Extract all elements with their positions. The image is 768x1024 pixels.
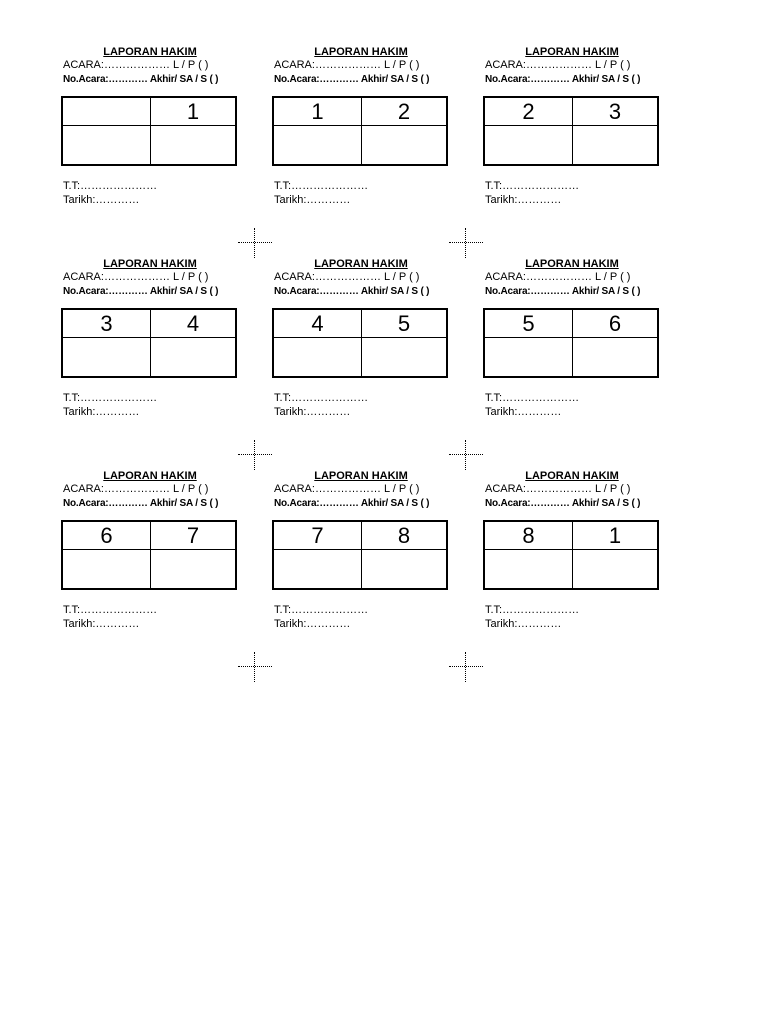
cell-left-number xyxy=(63,310,151,338)
crop-mark xyxy=(238,228,272,258)
left-number: 1 xyxy=(311,99,324,124)
right-number: 1 xyxy=(608,523,622,548)
crop-mark xyxy=(238,440,272,470)
right-number: 3 xyxy=(608,99,622,124)
crop-mark xyxy=(449,440,483,470)
no-acara-line: No.Acara:………… Akhir/ SA / S ( ) xyxy=(63,286,219,297)
form-title: LAPORAN HAKIM xyxy=(314,470,408,482)
score-grid xyxy=(483,520,659,590)
cell-left-number xyxy=(485,98,573,126)
tarikh-line: Tarikh:………… xyxy=(63,406,140,418)
left-number: 8 xyxy=(522,523,535,548)
score-grid xyxy=(61,520,237,590)
tt-line: T.T:………………… xyxy=(63,180,158,192)
cell-left-blank xyxy=(63,338,151,376)
no-acara-line: No.Acara:………… Akhir/ SA / S ( ) xyxy=(63,74,219,85)
cell-right-number xyxy=(573,310,657,338)
cell-right-number xyxy=(573,98,657,126)
cell-right-number xyxy=(362,310,446,338)
cell-left-blank xyxy=(274,338,362,376)
acara-line: ACARA:……………… L / P ( ) xyxy=(485,271,631,283)
cell-right-blank xyxy=(362,338,446,376)
cell-right-blank xyxy=(573,338,657,376)
cell-left-blank xyxy=(274,126,362,164)
cell-left-blank xyxy=(63,126,151,164)
crop-mark xyxy=(238,652,272,682)
no-acara-line: No.Acara:………… Akhir/ SA / S ( ) xyxy=(274,498,430,509)
right-number: 5 xyxy=(397,311,411,336)
right-number: 8 xyxy=(397,523,411,548)
cell-right-number xyxy=(362,98,446,126)
cell-right-blank xyxy=(151,338,235,376)
cell-right-number xyxy=(151,98,235,126)
form-title: LAPORAN HAKIM xyxy=(103,470,197,482)
cell-left-number xyxy=(63,98,151,126)
cell-left-number xyxy=(274,310,362,338)
left-number: 7 xyxy=(311,523,324,548)
cell-right-number xyxy=(362,522,446,550)
cell-left-number xyxy=(274,522,362,550)
crop-mark xyxy=(449,228,483,258)
right-number: 6 xyxy=(608,311,622,336)
tt-line: T.T:………………… xyxy=(63,392,158,404)
tarikh-line: Tarikh:………… xyxy=(63,194,140,206)
score-grid xyxy=(272,308,448,378)
tarikh-line: Tarikh:………… xyxy=(485,618,562,630)
tt-line: T.T:………………… xyxy=(485,392,580,404)
cell-left-blank xyxy=(485,550,573,588)
tarikh-line: Tarikh:………… xyxy=(485,194,562,206)
cell-left-number xyxy=(485,522,573,550)
tarikh-line: Tarikh:………… xyxy=(63,618,140,630)
cell-left-blank xyxy=(63,550,151,588)
tt-line: T.T:………………… xyxy=(485,604,580,616)
acara-line: ACARA:……………… L / P ( ) xyxy=(485,483,631,495)
tt-line: T.T:………………… xyxy=(274,392,369,404)
acara-line: ACARA:……………… L / P ( ) xyxy=(274,59,420,71)
no-acara-line: No.Acara:………… Akhir/ SA / S ( ) xyxy=(274,286,430,297)
cell-right-blank xyxy=(573,550,657,588)
tarikh-line: Tarikh:………… xyxy=(274,618,351,630)
cell-right-number xyxy=(151,310,235,338)
tt-line: T.T:………………… xyxy=(274,604,369,616)
form-title: LAPORAN HAKIM xyxy=(525,258,619,270)
left-number: 3 xyxy=(100,311,113,336)
form-title: LAPORAN HAKIM xyxy=(525,46,619,58)
no-acara-line: No.Acara:………… Akhir/ SA / S ( ) xyxy=(485,74,641,85)
tarikh-line: Tarikh:………… xyxy=(274,194,351,206)
tarikh-line: Tarikh:………… xyxy=(485,406,562,418)
left-number: 4 xyxy=(311,311,324,336)
right-number: 7 xyxy=(186,523,200,548)
left-number: 5 xyxy=(522,311,535,336)
cell-left-blank xyxy=(485,338,573,376)
form-title: LAPORAN HAKIM xyxy=(525,470,619,482)
form-title: LAPORAN HAKIM xyxy=(314,258,408,270)
cell-right-number xyxy=(573,522,657,550)
tarikh-line: Tarikh:………… xyxy=(274,406,351,418)
tt-line: T.T:………………… xyxy=(274,180,369,192)
right-number: 4 xyxy=(186,311,200,336)
cell-right-number xyxy=(151,522,235,550)
left-number: 6 xyxy=(100,523,113,548)
score-grid xyxy=(61,96,237,166)
cell-right-blank xyxy=(151,126,235,164)
form-title: LAPORAN HAKIM xyxy=(103,46,197,58)
right-number: 1 xyxy=(186,99,200,124)
no-acara-line: No.Acara:………… Akhir/ SA / S ( ) xyxy=(485,498,641,509)
cell-left-blank xyxy=(485,126,573,164)
form-title: LAPORAN HAKIM xyxy=(314,46,408,58)
acara-line: ACARA:……………… L / P ( ) xyxy=(274,483,420,495)
acara-line: ACARA:……………… L / P ( ) xyxy=(63,483,209,495)
score-grid xyxy=(272,520,448,590)
cell-left-number xyxy=(63,522,151,550)
acara-line: ACARA:……………… L / P ( ) xyxy=(485,59,631,71)
cell-left-blank xyxy=(274,550,362,588)
score-grid xyxy=(483,308,659,378)
score-grid xyxy=(483,96,659,166)
acara-line: ACARA:……………… L / P ( ) xyxy=(274,271,420,283)
cell-right-blank xyxy=(362,550,446,588)
form-title: LAPORAN HAKIM xyxy=(103,258,197,270)
no-acara-line: No.Acara:………… Akhir/ SA / S ( ) xyxy=(63,498,219,509)
left-number: 2 xyxy=(522,99,535,124)
no-acara-line: No.Acara:………… Akhir/ SA / S ( ) xyxy=(274,74,430,85)
no-acara-line: No.Acara:………… Akhir/ SA / S ( ) xyxy=(485,286,641,297)
cell-left-number xyxy=(485,310,573,338)
tt-line: T.T:………………… xyxy=(63,604,158,616)
cell-right-blank xyxy=(573,126,657,164)
right-number: 2 xyxy=(397,99,411,124)
score-grid xyxy=(272,96,448,166)
cell-right-blank xyxy=(362,126,446,164)
acara-line: ACARA:……………… L / P ( ) xyxy=(63,271,209,283)
tt-line: T.T:………………… xyxy=(485,180,580,192)
cell-right-blank xyxy=(151,550,235,588)
cell-left-number xyxy=(274,98,362,126)
crop-mark xyxy=(449,652,483,682)
score-grid xyxy=(61,308,237,378)
acara-line: ACARA:……………… L / P ( ) xyxy=(63,59,209,71)
